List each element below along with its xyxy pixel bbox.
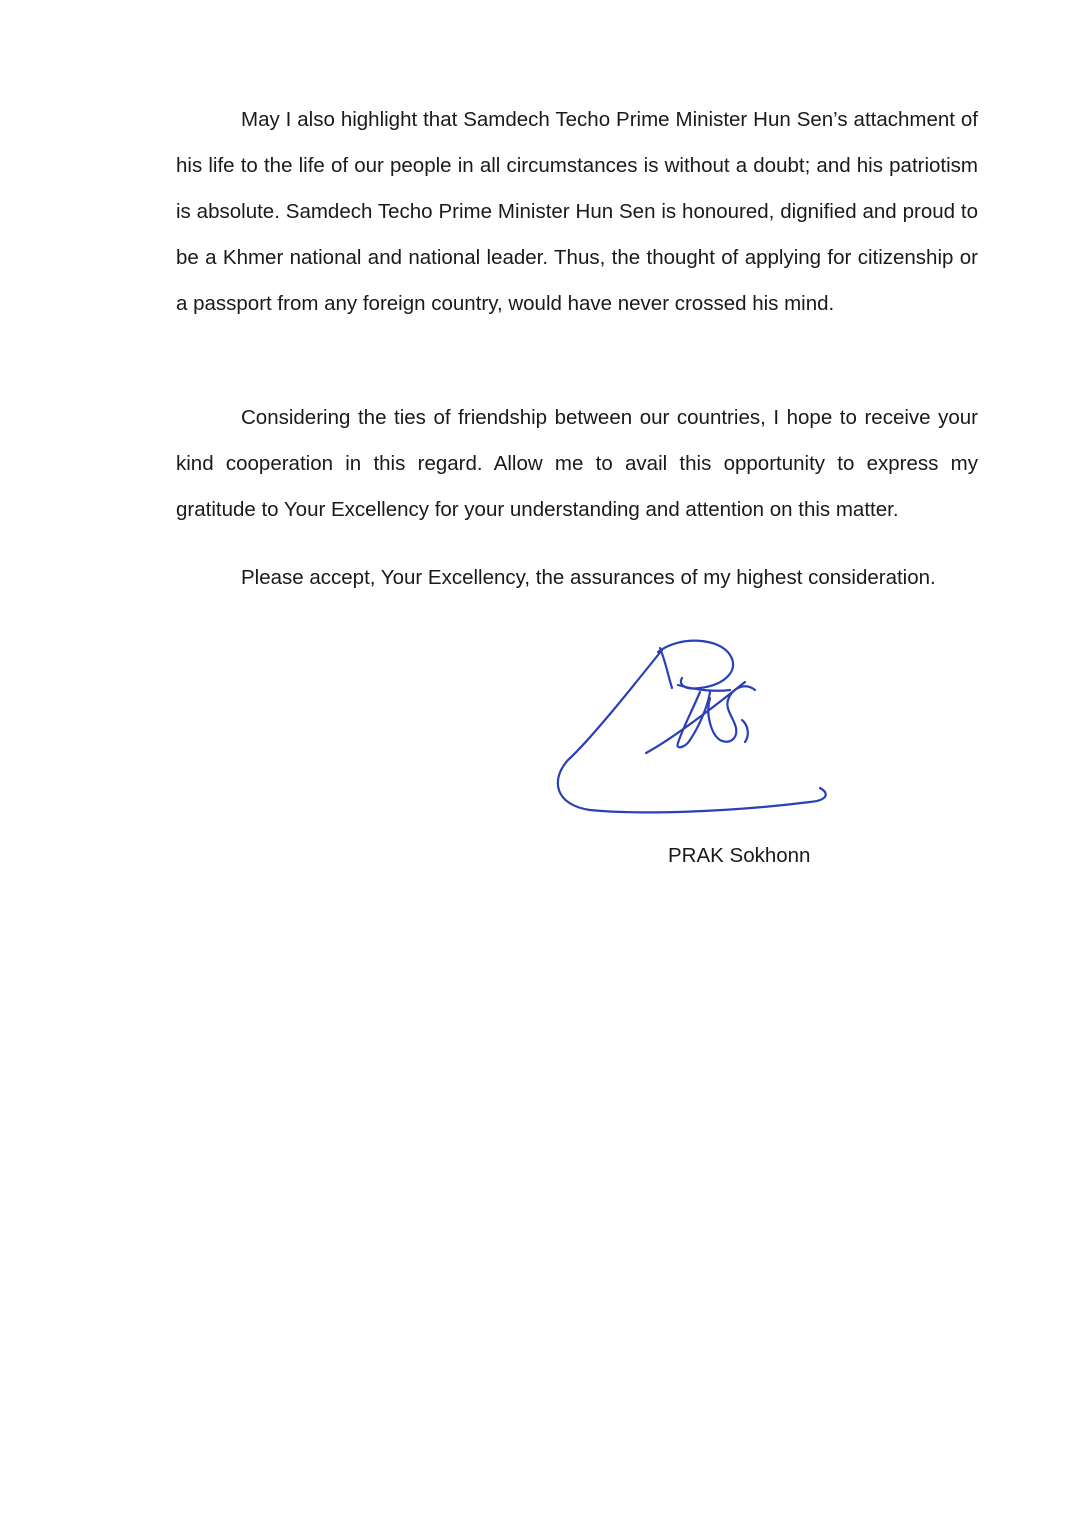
handwritten-signature bbox=[550, 630, 840, 820]
signer-name: PRAK Sokhonn bbox=[668, 844, 811, 867]
letter-paragraph-closing: Please accept, Your Excellency, the assurances of my highest consideration. bbox=[241, 566, 936, 589]
letter-paragraph-highlight: May I also highlight that Samdech Techo Prime Minister Hun Sen’s attachment of his life to the life of our people in all circumstances is without a doubt; and his patriotism is absolute. Samdech Techo Prime Minister Hun Sen is honoured, dignified and proud to be a Khmer national and national leader. Thus, the thought of applying for citizenship or a passport from any foreign country, would have never crossed his mind. bbox=[176, 108, 978, 315]
letter-paragraph-cooperation: Considering the ties of friendship between our countries, I hope to receive your kind cooperation in this regard. Allow me to avail this opportunity to express my gratitude to Your Excellency for your understanding and attention on this matter. bbox=[176, 406, 978, 521]
